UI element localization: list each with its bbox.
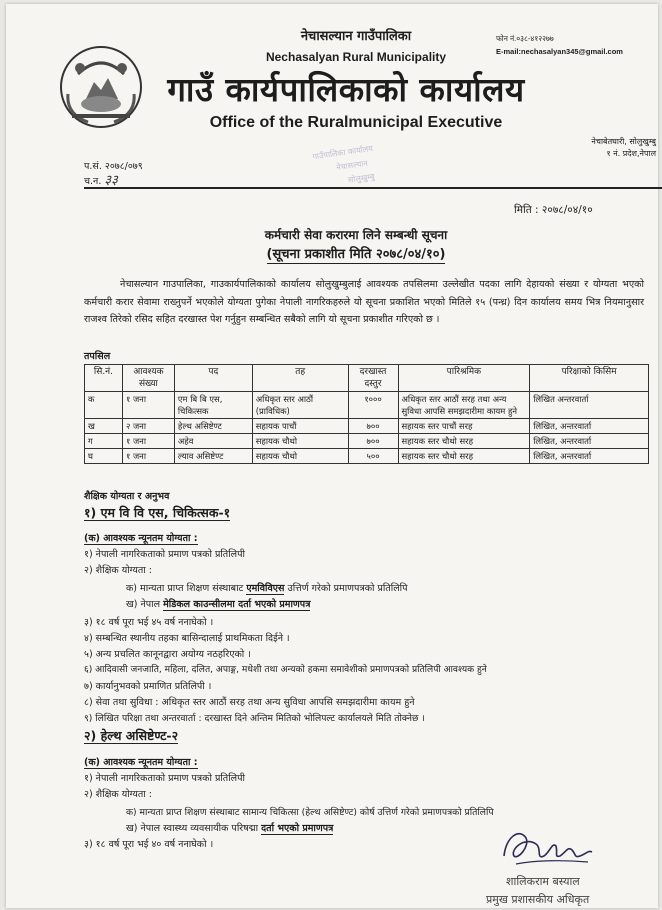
s2-edu-b-pre: ख) नेपाल स्वास्थ्य व्यवसायीक परिषद्मा xyxy=(126,823,262,834)
s1-item-2: २) शैक्षिक योग्यता : xyxy=(84,565,152,576)
s1-edu-b xyxy=(126,598,310,611)
signatory-name: शालिकराम बस्याल xyxy=(506,875,580,888)
s1-edu-a xyxy=(126,582,408,595)
cell-count: १ जना xyxy=(122,392,174,419)
office-name-en: Office of the Ruralmunicipal Executive xyxy=(209,114,503,131)
col-header-sn: सि.नं. xyxy=(85,365,123,392)
col-header-post: पद xyxy=(174,365,252,392)
cell-fee: ७०० xyxy=(348,434,398,449)
notice-subtitle xyxy=(126,244,586,262)
qualification-heading: शैक्षिक योग्यता र अनुभव xyxy=(84,491,170,502)
cell-count: १ जना xyxy=(122,434,174,449)
table-row xyxy=(85,434,649,449)
signatory-title: प्रमुख प्रशासकीय अधिकृत xyxy=(486,893,590,906)
chalani-label: च.न. xyxy=(84,176,102,187)
s2-item-2: २) शैक्षिक योग्यता : xyxy=(84,789,152,800)
letter-page xyxy=(6,4,658,908)
address-line-2: १ नं. प्रदेश,नेपाल xyxy=(606,149,656,158)
cell-level: सहायक चौथो xyxy=(252,434,348,449)
reference-numbers xyxy=(84,160,143,189)
cell-salary: सहायक स्तर चौथो सरह xyxy=(398,449,530,464)
col-header-count: आवश्यक संख्या xyxy=(122,365,174,392)
table-row xyxy=(85,419,649,434)
cell-salary: अधिकृत स्तर आठौं सरह तथा अन्य सुविधा आपसि समझदारीमा कायम हुने xyxy=(398,392,530,419)
s2-item-3: ३) १८ वर्ष पूरा भई ४० वर्ष ननाघेको । xyxy=(84,839,214,850)
cell-salary: सहायक स्तर पाचौं सरह xyxy=(398,419,530,434)
cell-exam: लिखित, अन्तरवार्ता xyxy=(530,419,649,434)
table-header-row xyxy=(85,365,649,392)
cell-count: २ जना xyxy=(122,419,174,434)
header-divider xyxy=(84,187,662,189)
notice-title: कर्मचारी सेवा करारमा लिने सम्बन्धी सूचना xyxy=(264,228,448,242)
stamp-text-1: गाउँपालिका कार्यालय xyxy=(311,143,374,162)
stamp-text-2: नेचासल्यान xyxy=(335,158,369,173)
cell-post: अहेव xyxy=(174,434,252,449)
cell-exam: लिखित, अन्तरवार्ता xyxy=(530,434,649,449)
s1-item-4: ४) सम्बन्धित स्थानीय तहका बासिन्दालाई प्राथमिकता दिईने । xyxy=(84,633,290,644)
s1-edu-b-pre: ख) नेपाल xyxy=(126,599,164,610)
email-address: E-mail:nechasalyan345@gmail.com xyxy=(496,47,623,56)
cell-count: १ जना xyxy=(122,449,174,464)
posts-table xyxy=(84,364,649,464)
cell-sn: ग xyxy=(85,434,123,449)
cell-post: ल्याव असिष्टेण्ट xyxy=(174,449,252,464)
cell-sn: घ xyxy=(85,449,123,464)
s1-edu-a-pre: क) मान्यता प्राप्त शिक्षण संस्थाबाट xyxy=(126,583,247,594)
col-header-level: तह xyxy=(252,365,348,392)
office-name-np: गाउँ कार्यपालिकाको कार्यालय xyxy=(167,70,525,109)
table-row xyxy=(85,392,649,419)
chalani-value: ३३ xyxy=(101,173,121,189)
office-stamp xyxy=(306,134,426,194)
s2-min-qual xyxy=(84,756,198,769)
phone-number: फोन नं.०३८-४१२२७७ xyxy=(496,34,554,43)
s1-min-qual-text: (क) आवश्यक न्यूनतम योग्यता : xyxy=(84,533,198,544)
section-2-title: २) हेल्थ असिष्टेण्ट-२ xyxy=(84,728,179,743)
handwritten-signature xyxy=(496,816,596,876)
cell-fee: ५०० xyxy=(348,449,398,464)
col-header-exam: परिक्षाको किसिम xyxy=(530,365,649,392)
col-header-fee: दरखास्त दस्तुर xyxy=(348,365,398,392)
contact-info xyxy=(496,32,656,58)
s1-item-7: ७) कार्यानुभवको प्रमाणित प्रतिलिपी । xyxy=(84,681,212,692)
patra-sankhya: प.सं. २०७८/०७९ xyxy=(84,161,143,172)
cell-level: अधिकृत स्तर आठौं (प्राविधिक) xyxy=(252,392,348,419)
section-2-title-wrap xyxy=(84,729,178,744)
notice-subtitle-text: (सूचना प्रकाशीत मिति २०७८/०४/१०) xyxy=(266,247,446,262)
s1-item-1: १) नेपाली नागरिकताको प्रमाण पत्रको प्रतिलिपी xyxy=(84,549,245,560)
cell-level: सहायक चौथो xyxy=(252,449,348,464)
s1-item-9: ९) लिखित परिक्षा तथा अन्तरवार्ता : दरखास्त दिने अन्तिम मितिको भोलिपल्ट कार्यालयले मिति तोक्नेछ । xyxy=(84,713,425,724)
cell-level: सहायक पाचौं xyxy=(252,419,348,434)
cell-fee: ७०० xyxy=(348,419,398,434)
s2-edu-a: क) मान्यता प्राप्त शिक्षण संस्थाबाट सामान्य चिकित्सा (हेल्थ असिष्टेण्ट) कोर्ष उत्तिर्ण गरेको प्रमाणपत्रको प्रतिलिपि xyxy=(126,807,494,818)
cell-exam: लिखित अन्तरवार्ता xyxy=(530,392,649,419)
notice-body: नेचासल्यान गाउपालिका, गाउकार्यपालिकाको कार्यालय सोलुखुम्बुलाई आवश्यक तपसिलमा उल्लेखीत पदका लागि देहायको संख्या र योग्यता भएको कर्मचारी करार सेवामा राख्नुपर्ने भएकोले योग्यता पुगेका नेपाली नागरिकहरुले यो सूचना प्रकाशित भएको मितिले १५ (पन्ध्र) दिन कार्यालय समय भित्र नियमानुसार राजश्व तिरेको रसिद सहित दरखास्त पेश गर्नुहुन सम्बन्धित सबैको लागि यो सूचना प्रकाशीत गरिएको छ । xyxy=(84,279,644,325)
office-address xyxy=(546,136,656,160)
s1-edu-a-bold: एमविविएस xyxy=(246,583,285,594)
s1-item-6: ६) आदिवासी जनजाति, महिला, दलित, अपाङ्ग, मधेशी तथा अन्यको हकमा समावेशीको प्रमाणपत्रको प्रतिलिपी आवश्यक हुने xyxy=(84,665,487,675)
cell-post: हेल्थ असिष्टेण्ट xyxy=(174,419,252,434)
nepal-emblem-logo xyxy=(58,44,144,130)
col-header-salary: पारिश्रमिक xyxy=(398,365,530,392)
section-1-title-wrap xyxy=(84,506,230,521)
address-line-1: नेचाबेतघारी, सोलुखुम्बु xyxy=(591,137,656,146)
municipality-name-np: नेचासल्यान गाउँपालिका xyxy=(300,29,412,44)
s1-edu-a-post: उत्तिर्ण गरेको प्रमाणपत्रको प्रतिलिपि xyxy=(284,583,408,594)
s2-min-qual-text: (क) आवश्यक न्यूनतम योग्यता : xyxy=(84,757,198,768)
table-row xyxy=(85,449,649,464)
s1-item-5: ५) अन्य प्रचलित कानूनद्वारा अयोग्य नठहरिएको । xyxy=(84,649,251,660)
tapasil-label: तपसिल xyxy=(84,351,111,362)
cell-exam: लिखित, अन्तरवार्ता xyxy=(530,449,649,464)
municipality-name-en: Nechasalyan Rural Municipality xyxy=(265,50,447,64)
cell-sn: ख xyxy=(85,419,123,434)
stamp-text-3: सोलुखुम्बु xyxy=(347,171,376,185)
section-1-title: १) एम वि वि एस, चिकित्सक-१ xyxy=(84,505,231,520)
s1-item-8: ८) सेवा तथा सुविधा : अधिकृत स्तर आठौं सरह तथा अन्य सुविधा आपसि समझदारीमा कायम हुने xyxy=(84,697,415,708)
notice-date: मिति : २०७८/०४/१० xyxy=(514,204,593,216)
s2-item-1: १) नेपाली नागरिकताको प्रमाण पत्रको प्रतिलिपी xyxy=(84,773,245,784)
cell-fee: १००० xyxy=(348,392,398,419)
cell-post: एम बि बि एस, चिकित्सक xyxy=(174,392,252,419)
cell-salary: सहायक स्तर चौथो सरह xyxy=(398,434,530,449)
s1-item-3: ३) १८ वर्ष पूरा भई ४५ वर्ष ननाघेको । xyxy=(84,617,214,628)
cell-sn: क xyxy=(85,392,123,419)
s1-min-qual xyxy=(84,532,198,545)
s1-edu-b-bold: मेडिकल काउन्सीलमा दर्ता भएको प्रमाणपत्र xyxy=(163,599,311,610)
s2-edu-b-bold: दर्ता भएको प्रमाणपत्र xyxy=(261,823,334,834)
s2-edu-b xyxy=(126,822,333,835)
